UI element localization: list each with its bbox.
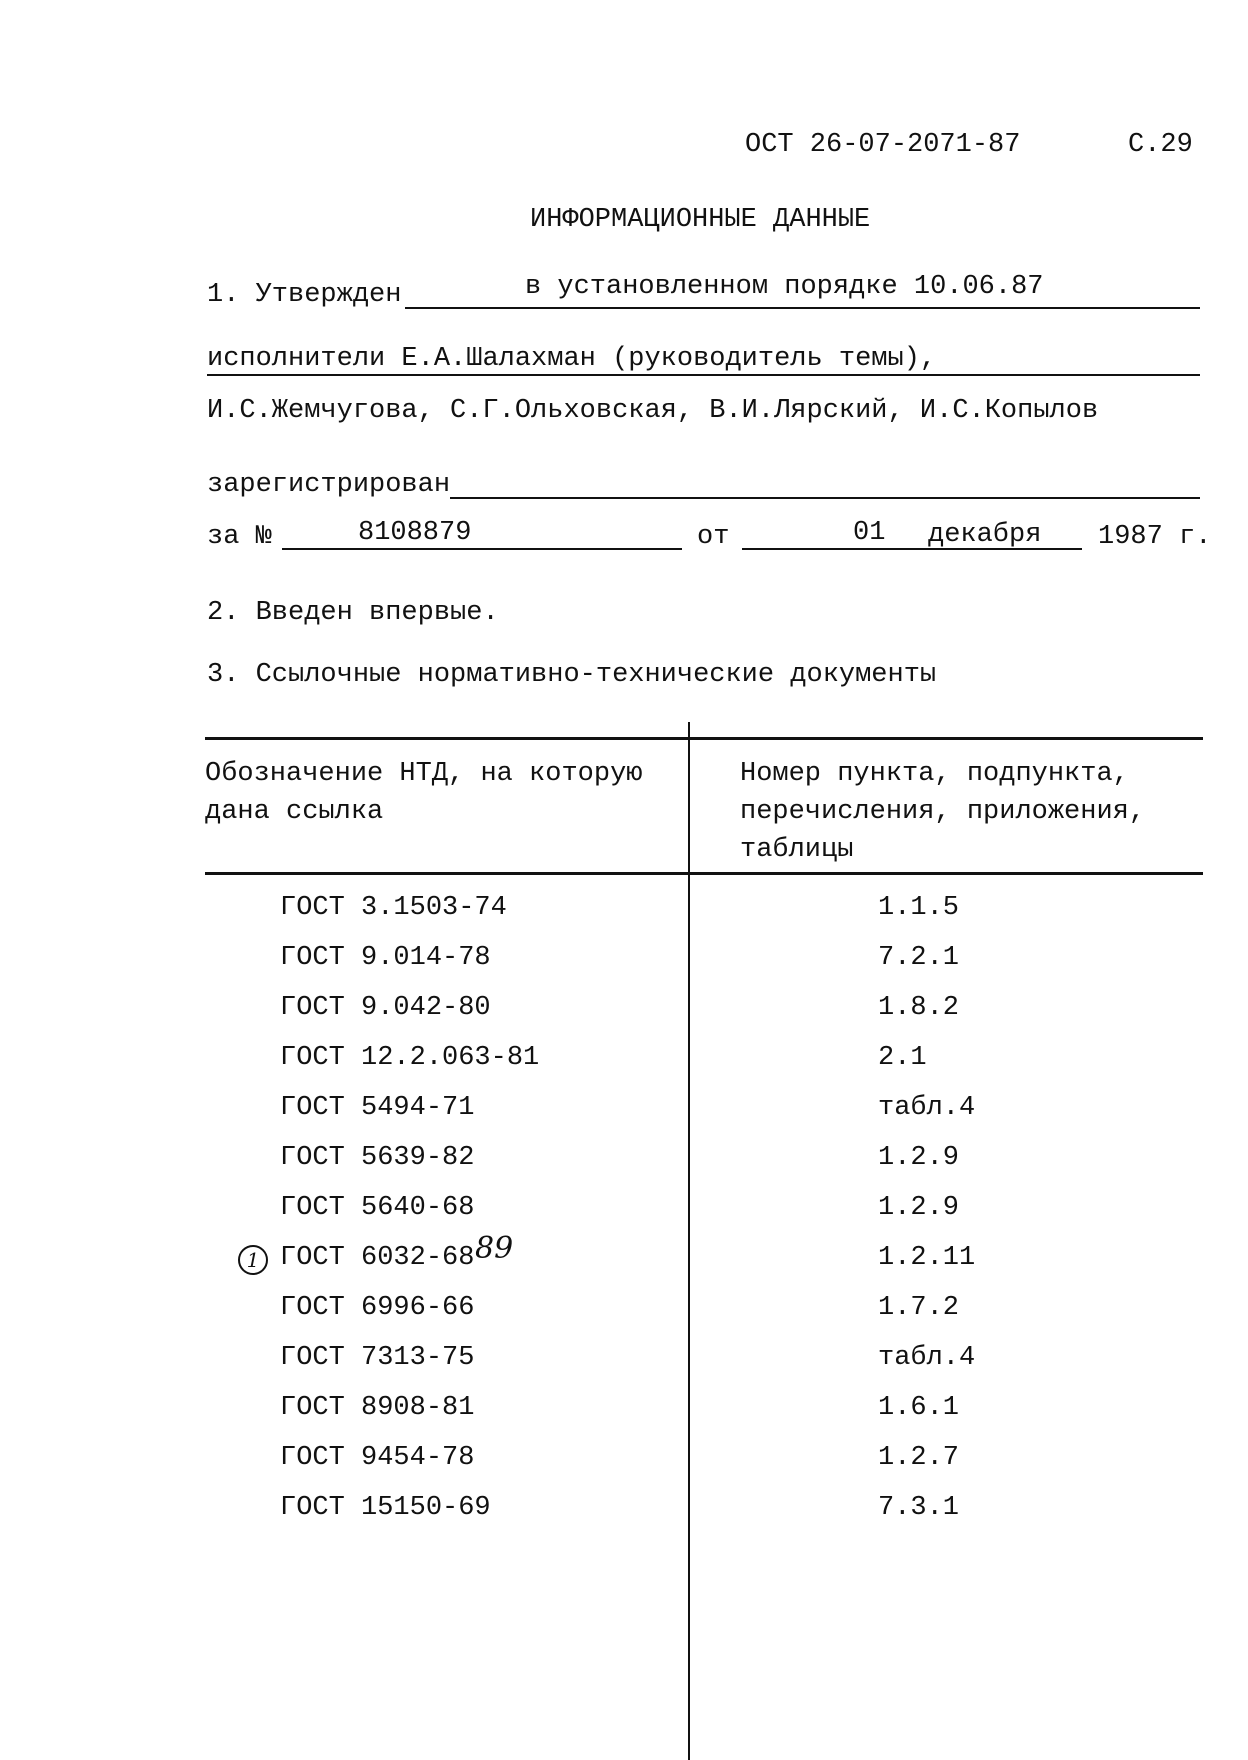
table-cell-reference: 2.1 xyxy=(878,1043,927,1073)
col2-header-line: Номер пункта, подпункта, xyxy=(740,759,1129,789)
col1-header-line: Обозначение НТД, на которую xyxy=(205,759,643,789)
table-cell-document: ГОСТ 9.042-80 xyxy=(280,993,491,1023)
table-cell-reference: табл.4 xyxy=(878,1093,976,1123)
table-cell-document: ГОСТ 9.014-78 xyxy=(280,943,491,973)
table-cell-reference: табл.4 xyxy=(878,1343,976,1373)
page-number: С.29 xyxy=(1128,130,1193,160)
table-cell-document: ГОСТ 6032-68 xyxy=(280,1243,475,1273)
col2-header-line: перечисления, приложения, xyxy=(740,797,1146,827)
col1-header xyxy=(205,755,642,831)
table-cell-reference: 1.1.5 xyxy=(878,893,960,923)
date-day: 01 xyxy=(853,518,886,548)
registered-label: зарегистрирован xyxy=(207,470,451,500)
table-header-rule xyxy=(205,872,1203,875)
date-year: 1987 г. xyxy=(1098,522,1212,552)
registered-underline xyxy=(450,497,1200,499)
number-value: 8108879 xyxy=(358,518,472,548)
col2-header-line: таблицы xyxy=(740,835,854,865)
number-underline xyxy=(282,548,682,550)
number-label: за № xyxy=(207,522,272,552)
table-cell-document: ГОСТ 5639-82 xyxy=(280,1143,475,1173)
table-cell-document: ГОСТ 12.2.063-81 xyxy=(280,1043,540,1073)
table-cell-reference: 1.2.9 xyxy=(878,1143,960,1173)
date-underline xyxy=(742,548,1082,550)
table-cell-reference: 7.3.1 xyxy=(878,1493,960,1523)
col1-header-line: дана ссылка xyxy=(205,797,384,827)
table-cell-document: ГОСТ 3.1503-74 xyxy=(280,893,507,923)
executors-continued: И.С.Жемчугова, С.Г.Ольховская, В.И.Лярский, И.С.Копылов xyxy=(207,396,1099,426)
table-cell-reference: 1.2.11 xyxy=(878,1243,976,1273)
table-cell-reference: 7.2.1 xyxy=(878,943,960,973)
table-cell-document: ГОСТ 5640-68 xyxy=(280,1193,475,1223)
approved-label: 1. Утвержден xyxy=(207,280,402,310)
document-code: ОСТ 26-07-2071-87 xyxy=(745,130,1021,160)
section-title: ИНФОРМАЦИОННЫЕ ДАННЫЕ xyxy=(530,205,871,235)
table-column-divider xyxy=(688,722,690,1760)
table-cell-reference: 1.6.1 xyxy=(878,1393,960,1423)
table-cell-reference: 1.2.7 xyxy=(878,1443,960,1473)
table-cell-document: ГОСТ 6996-66 xyxy=(280,1293,475,1323)
amendment-mark xyxy=(238,1241,268,1275)
table-cell-document: ГОСТ 7313-75 xyxy=(280,1343,475,1373)
col2-header xyxy=(740,755,1145,869)
approved-underline xyxy=(405,307,1200,309)
table-top-rule xyxy=(205,737,1203,740)
table-cell-reference: 1.8.2 xyxy=(878,993,960,1023)
executors-line: исполнители Е.А.Шалахман (руководитель темы), xyxy=(207,344,937,374)
table-cell-document: ГОСТ 8908-81 xyxy=(280,1393,475,1423)
table-cell-document: ГОСТ 5494-71 xyxy=(280,1093,475,1123)
table-cell-document: ГОСТ 9454-78 xyxy=(280,1443,475,1473)
from-label: от xyxy=(697,522,730,552)
table-cell-reference: 1.2.9 xyxy=(878,1193,960,1223)
item-2: 2. Введен впервые. xyxy=(207,598,499,628)
table-cell-document: ГОСТ 15150-69 xyxy=(280,1493,491,1523)
item-3: 3. Ссылочные нормативно-технические документы xyxy=(207,660,937,690)
amendment-circle: 1 xyxy=(238,1245,268,1275)
date-month: декабря xyxy=(928,520,1042,550)
executors-underline xyxy=(207,374,1200,376)
amendment-year: 89 xyxy=(475,1231,514,1266)
approved-text: в установленном порядке 10.06.87 xyxy=(525,272,1044,302)
table-cell-reference: 1.7.2 xyxy=(878,1293,960,1323)
